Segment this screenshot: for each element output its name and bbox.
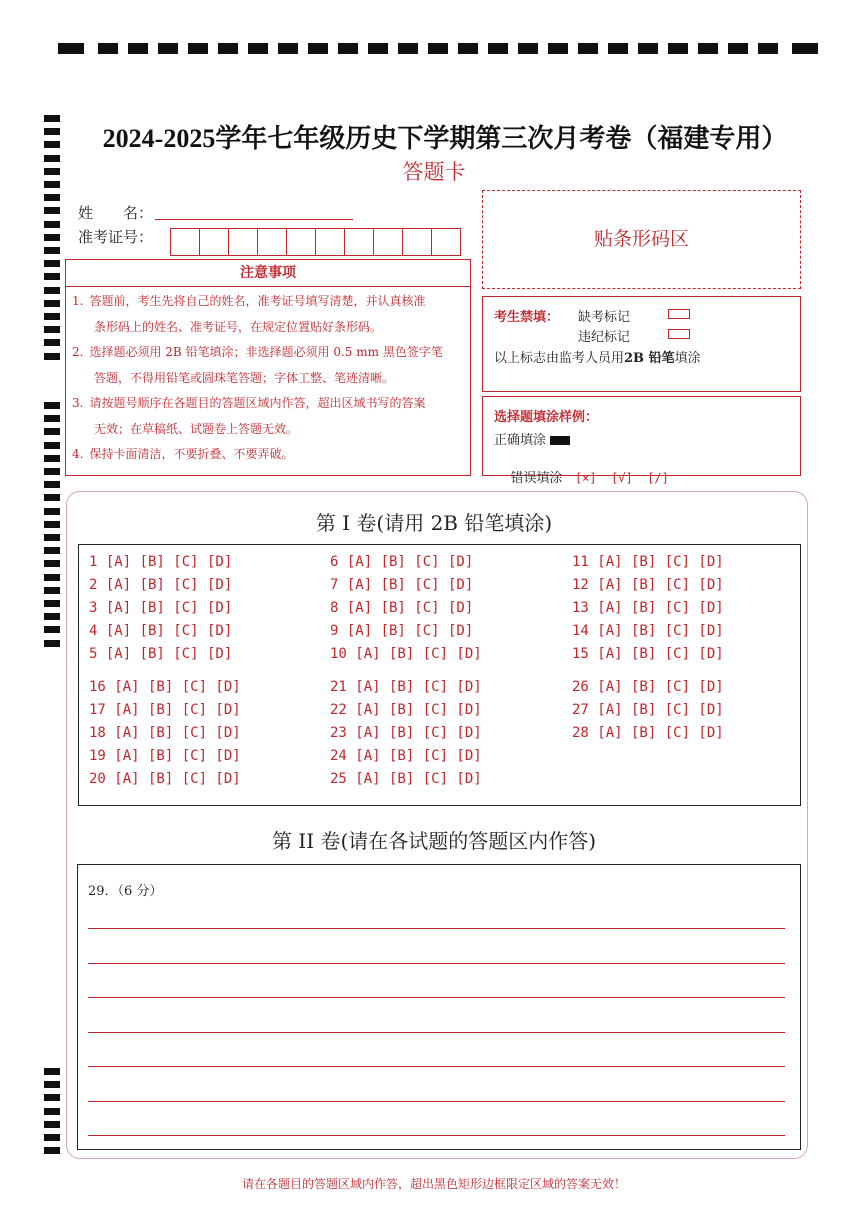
timing-mark	[368, 43, 388, 54]
notice-list	[66, 287, 470, 468]
id-number-boxes[interactable]	[170, 228, 461, 256]
fill-example-box	[482, 396, 801, 486]
timing-mark	[698, 43, 718, 54]
timing-mark	[44, 415, 60, 422]
timing-mark	[308, 43, 328, 54]
choice-question[interactable]: 8 [A] [B] [C] [D]	[330, 600, 474, 616]
notice-item-line1: 选择题必须用 2B 铅笔填涂；非选择题必须用 0.5 mm 黑色签字笔	[89, 345, 443, 359]
timing-mark	[338, 43, 358, 54]
timing-mark	[758, 43, 778, 54]
timing-mark	[578, 43, 598, 54]
notice-title: 注意事项	[66, 260, 470, 287]
timing-mark	[44, 547, 60, 554]
notice-item-line2: 条形码上的姓名、准考证号，在规定位置贴好条形码。	[94, 319, 383, 334]
q29-label: 29．（6 分）	[88, 884, 163, 899]
timing-mark	[44, 234, 60, 241]
name-field[interactable]	[155, 219, 353, 220]
notice-item-number: 3.	[72, 396, 84, 410]
timing-mark	[44, 455, 60, 462]
footer-note: 请在各题目的答题区域内作答，超出黑色矩形边框限定区域的答案无效！	[241, 1177, 626, 1191]
correct-fill-label	[494, 429, 570, 448]
timing-mark	[44, 402, 60, 409]
choice-question[interactable]: 10 [A] [B] [C] [D]	[330, 646, 482, 662]
choice-question[interactable]: 1 [A] [B] [C] [D]	[89, 554, 233, 570]
choice-question[interactable]: 20 [A] [B] [C] [D]	[89, 771, 241, 787]
timing-mark	[44, 481, 60, 488]
page-title: 2024-2025学年七年级历史下学期第三次月考卷（福建专用）	[102, 124, 788, 153]
timing-mark	[44, 1121, 60, 1128]
timing-mark	[44, 1094, 60, 1101]
id-digit-box[interactable]	[287, 229, 316, 255]
timing-mark	[608, 43, 628, 54]
choice-question[interactable]: 24 [A] [B] [C] [D]	[330, 748, 482, 764]
prohibited-box	[482, 296, 801, 392]
violation-mark-box[interactable]	[668, 329, 690, 339]
timing-mark	[44, 287, 60, 294]
choice-question[interactable]: 4 [A] [B] [C] [D]	[89, 623, 233, 639]
timing-mark	[44, 1081, 60, 1088]
timing-mark	[792, 43, 818, 54]
choice-question[interactable]: 7 [A] [B] [C] [D]	[330, 577, 474, 593]
timing-mark	[218, 43, 238, 54]
timing-mark	[44, 194, 60, 201]
timing-mark	[188, 43, 208, 54]
timing-mark	[44, 1147, 60, 1154]
id-label: 准考证号：	[78, 228, 154, 246]
choice-question[interactable]: 26 [A] [B] [C] [D]	[572, 679, 724, 695]
timing-mark	[158, 43, 178, 54]
id-digit-box[interactable]	[316, 229, 345, 255]
correct-fill-text: 正确填涂	[494, 433, 547, 448]
timing-mark	[44, 353, 60, 360]
timing-mark	[44, 260, 60, 267]
q29-box	[77, 864, 801, 1150]
timing-mark	[44, 128, 60, 135]
timing-mark	[44, 115, 60, 122]
notice-item-number: 1.	[72, 294, 84, 308]
filled-mark-icon	[550, 436, 570, 445]
timing-mark	[44, 1068, 60, 1075]
notice-item	[66, 289, 470, 340]
absent-mark-box[interactable]	[668, 309, 690, 319]
name-label: 姓 名：	[78, 204, 154, 222]
timing-mark	[44, 494, 60, 501]
timing-mark	[458, 43, 478, 54]
id-digit-box[interactable]	[374, 229, 403, 255]
id-digit-box[interactable]	[229, 229, 258, 255]
timing-mark	[44, 300, 60, 307]
wrong-fill-text: 错误填涂	[510, 471, 563, 486]
id-digit-box[interactable]	[171, 229, 200, 255]
part1-title: 第 I 卷(请用 2B 铅笔填涂)	[315, 511, 553, 535]
timing-mark	[44, 613, 60, 620]
answer-line[interactable]	[88, 963, 785, 964]
answer-line[interactable]	[88, 1101, 785, 1102]
timing-mark	[128, 43, 148, 54]
timing-mark	[44, 626, 60, 633]
timing-mark	[44, 442, 60, 449]
id-digit-box[interactable]	[403, 229, 432, 255]
choice-question[interactable]: 14 [A] [B] [C] [D]	[572, 623, 724, 639]
wrong-marks: [×] [√] [/]	[574, 471, 669, 485]
prohibited-label: 考生禁填：	[494, 310, 560, 325]
notice-item-line1: 保持卡面清洁，不要折叠、不要弄破。	[89, 447, 294, 461]
choice-question[interactable]: 22 [A] [B] [C] [D]	[330, 702, 482, 718]
barcode-area: 贴条形码区	[482, 190, 801, 289]
choice-question[interactable]: 16 [A] [B] [C] [D]	[89, 679, 241, 695]
timing-mark	[44, 600, 60, 607]
timing-mark	[44, 468, 60, 475]
choice-question[interactable]: 27 [A] [B] [C] [D]	[572, 702, 724, 718]
timing-mark	[44, 313, 60, 320]
part2-title: 第 II 卷(请在各试题的答题区内作答)	[271, 829, 597, 853]
notice-item-line2: 答题，不得用铅笔或圆珠笔答题；字体工整、笔迹清晰。	[94, 370, 395, 385]
prohibited-note-text: 以上标志由监考人员用	[494, 351, 625, 366]
id-digit-box[interactable]	[432, 229, 460, 255]
notice-item-line2: 无效；在草稿纸、试题卷上答题无效。	[94, 421, 299, 436]
timing-mark	[248, 43, 268, 54]
notice-box	[65, 259, 471, 476]
timing-mark	[44, 141, 60, 148]
choice-question[interactable]: 28 [A] [B] [C] [D]	[572, 725, 724, 741]
timing-mark	[548, 43, 568, 54]
timing-mark	[668, 43, 688, 54]
choice-question[interactable]: 3 [A] [B] [C] [D]	[89, 600, 233, 616]
timing-mark	[398, 43, 418, 54]
choice-question[interactable]: 15 [A] [B] [C] [D]	[572, 646, 724, 662]
fill-example-title: 选择题填涂样例：	[494, 410, 599, 425]
timing-mark	[44, 640, 60, 647]
notice-item-number: 4.	[72, 447, 84, 461]
timing-mark	[44, 428, 60, 435]
answer-line[interactable]	[88, 1032, 785, 1033]
timing-mark	[58, 43, 84, 54]
timing-mark	[44, 247, 60, 254]
timing-mark	[428, 43, 448, 54]
timing-mark	[44, 326, 60, 333]
timing-mark	[728, 43, 748, 54]
prohibited-note-end: 填涂	[674, 351, 701, 366]
choice-question[interactable]: 5 [A] [B] [C] [D]	[89, 646, 233, 662]
choice-question[interactable]: 2 [A] [B] [C] [D]	[89, 577, 233, 593]
timing-mark	[518, 43, 538, 54]
choice-question[interactable]: 23 [A] [B] [C] [D]	[330, 725, 482, 741]
answer-line[interactable]	[88, 1135, 785, 1136]
notice-item	[66, 442, 470, 468]
choice-question[interactable]: 6 [A] [B] [C] [D]	[330, 554, 474, 570]
timing-mark	[44, 574, 60, 581]
timing-mark	[44, 1134, 60, 1141]
timing-mark	[278, 43, 298, 54]
choice-question[interactable]: 9 [A] [B] [C] [D]	[330, 623, 474, 639]
timing-mark	[488, 43, 508, 54]
timing-mark	[44, 560, 60, 567]
choice-question[interactable]: 25 [A] [B] [C] [D]	[330, 771, 482, 787]
prohibited-note-bold: 2B 铅笔	[624, 351, 675, 366]
notice-item-line1: 答题前，考生先将自己的姓名，准考证号填写清楚，并认真核准	[89, 294, 426, 308]
timing-mark	[638, 43, 658, 54]
notice-item-line1: 请按题号顺序在各题目的答题区域内作答，超出区域书写的答案	[89, 396, 426, 410]
id-digit-box[interactable]	[200, 229, 229, 255]
timing-mark	[44, 273, 60, 280]
choice-question[interactable]: 12 [A] [B] [C] [D]	[572, 577, 724, 593]
timing-mark	[44, 587, 60, 594]
timing-mark	[44, 221, 60, 228]
choice-question[interactable]: 17 [A] [B] [C] [D]	[89, 702, 241, 718]
choice-question[interactable]: 11 [A] [B] [C] [D]	[572, 554, 724, 570]
answer-line[interactable]	[88, 1066, 785, 1067]
notice-item	[66, 391, 470, 442]
timing-mark	[44, 1108, 60, 1115]
answer-line[interactable]	[88, 928, 785, 929]
page-subtitle: 答题卡	[402, 160, 466, 184]
id-digit-box[interactable]	[258, 229, 287, 255]
choice-question[interactable]: 18 [A] [B] [C] [D]	[89, 725, 241, 741]
notice-item-number: 2.	[72, 345, 84, 359]
choice-question[interactable]: 13 [A] [B] [C] [D]	[572, 600, 724, 616]
notice-item	[66, 340, 470, 391]
prohibited-note	[494, 347, 701, 366]
timing-mark	[44, 339, 60, 346]
choice-question[interactable]: 19 [A] [B] [C] [D]	[89, 748, 241, 764]
id-digit-box[interactable]	[345, 229, 374, 255]
absent-label: 缺考标记	[578, 310, 631, 325]
timing-mark	[98, 43, 118, 54]
choice-question[interactable]: 21 [A] [B] [C] [D]	[330, 679, 482, 695]
violation-label: 违纪标记	[578, 330, 631, 345]
timing-mark	[44, 207, 60, 214]
answer-line[interactable]	[88, 997, 785, 998]
